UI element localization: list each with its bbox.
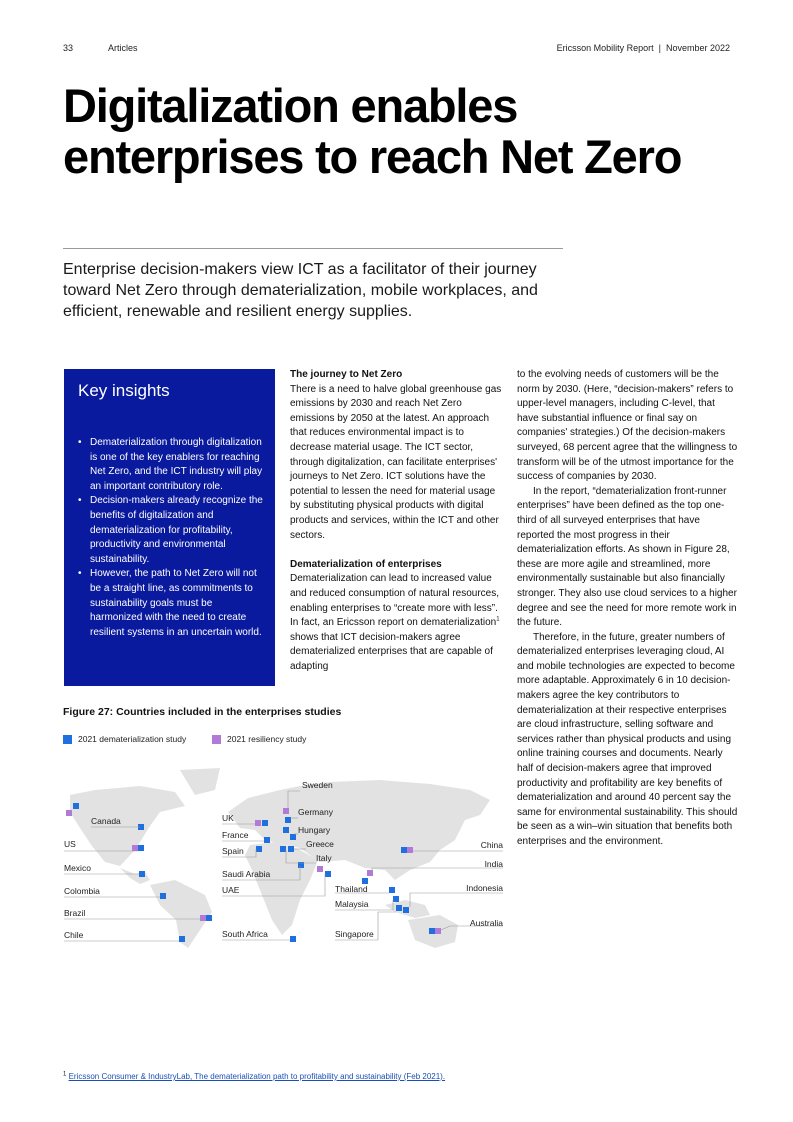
marker-greece — [288, 846, 294, 852]
label-mexico: Mexico — [64, 863, 91, 873]
section-label: Articles — [108, 43, 138, 53]
label-uae: UAE — [222, 885, 240, 895]
page-title — [63, 80, 743, 182]
marker-australia — [429, 928, 435, 934]
marker-brazil — [206, 915, 212, 921]
marker-china-res — [407, 847, 413, 853]
paragraph — [290, 572, 502, 674]
label-malaysia: Malaysia — [335, 899, 369, 909]
label-thailand: Thailand — [335, 884, 368, 894]
footnote-number: 1 — [63, 1071, 67, 1078]
marker-uae — [325, 871, 331, 877]
label-chile: Chile — [64, 930, 84, 940]
footnote — [63, 1072, 445, 1081]
title-line-2: enterprises to reach Net Zero — [63, 130, 682, 183]
label-sweden: Sweden — [302, 780, 333, 790]
marker-south-africa — [290, 936, 296, 942]
marker-indonesia — [403, 907, 409, 913]
legend-label: 2021 resiliency study — [227, 734, 307, 744]
paragraph: There is a need to halve global greenhouse gas emissions by 2030 and reach Net Zero emissions by 2050 at the latest. An approach that reduces environmental impact is to decrease material usage. The ICT sector, through digitalization, can facilitate enterprises' journeys to Net Zero. ICT solutions have the potential to lessen the need for material usage by substituting physical products with digital products and services, within the ICT and other sectors. — [290, 383, 502, 541]
title-line-1: Digitalization enables — [63, 79, 518, 132]
key-insight-item: • Dematerialization through digitalization is one of the key enablers for reaching Net Zero, and the ICT industry will play an important contributory role. — [78, 436, 263, 494]
marker-china — [401, 847, 407, 853]
key-insight-item: • However, the path to Net Zero will not be a straight line, as commitments to sustainability goals must be harmonized with the need to create resilient systems in an uncertain world. — [78, 567, 263, 640]
body-column-2 — [517, 368, 739, 850]
label-italy: Italy — [316, 853, 332, 863]
label-greece: Greece — [306, 839, 334, 849]
world-map — [60, 745, 510, 955]
body-column-1 — [290, 368, 502, 674]
key-insight-item: • Decision-makers already recognize the benefits of digitalization and dematerialization for profitability, productivity and environmental sustainability. — [78, 494, 263, 567]
page-number: 33 — [63, 43, 74, 53]
footnote-ref[interactable]: 1 — [496, 616, 500, 623]
marker-canada — [73, 803, 79, 809]
marker-italy — [280, 846, 286, 852]
paragraph-text: Dematerialization can lead to increased value and reduced consumption of natural resources, enabling enterprises to “create more with less”. In fact, an Ericsson report on dematerialization — [290, 573, 500, 629]
label-south-africa: South Africa — [222, 929, 268, 939]
label-indonesia: Indonesia — [466, 883, 503, 893]
label-singapore: Singapore — [335, 929, 374, 939]
label-uk: UK — [222, 813, 234, 823]
label-canada: Canada — [91, 816, 121, 826]
label-brazil: Brazil — [64, 908, 86, 918]
legend-item-dematerialization — [63, 734, 186, 744]
label-australia: Australia — [469, 918, 503, 928]
legend-swatch — [63, 735, 72, 744]
key-insights-heading: Key insights — [78, 381, 170, 400]
marker-uk-res — [255, 820, 261, 826]
marker-italy-res — [317, 866, 323, 872]
section-heading-journey: The journey to Net Zero — [290, 369, 403, 380]
marker-canada-res — [66, 810, 72, 816]
label-spain: Spain — [222, 846, 244, 856]
marker-uk — [262, 820, 268, 826]
paragraph: Therefore, in the future, greater numbers of dematerialized enterprises leveraging cloud, AI and mobile technologies are expected to become more adaptable. Approximately 6 in 10 decision-makers agree the key contributors to dematerialization at their respective enterprises are cloud infrastructure, selling software and services rather than physical products and using online training courses and documents. Nearly half of decision-makers agree that improved productivity and profitability are key benefits of dematerialization and around 40 percent say the same for environmental sustainability. This should be seen as a win–win situation that benefits both enterprises and the environment. — [517, 631, 738, 847]
section-heading-dematerialization: Dematerialization of enterprises — [290, 558, 442, 570]
marker-france — [264, 837, 270, 843]
marker-spain — [256, 846, 262, 852]
key-insights-box — [64, 369, 275, 686]
legend-item-resiliency — [212, 734, 306, 744]
marker-australia-res — [435, 928, 441, 934]
lead-paragraph: Enterprise decision-makers view ICT as a facilitator of their journey toward Net Zero through dematerialization, mobile workplaces, and efficient, renewable and resilient energy supplies. — [63, 261, 538, 320]
divider — [63, 248, 563, 249]
marker-sweden-res — [283, 808, 289, 814]
label-china: China — [480, 840, 503, 850]
key-insights-list — [78, 436, 263, 640]
legend-label: 2021 dematerialization study — [78, 734, 187, 744]
figure-title: Figure 27: Countries included in the enterprises studies — [63, 706, 342, 718]
publication-label: Ericsson Mobility Report | November 2022 — [556, 43, 730, 53]
label-hungary: Hungary — [298, 825, 331, 835]
marker-colombia — [160, 893, 166, 899]
paragraph: In the report, “dematerialization front-runner enterprises” have been defined as the top one-third of all surveyed enterprises that have reported the most progress in their dematerialization efforts. As shown in Figure 28, these are more agile and streamlined, more environmentally sustainable but also financially stronger. They also use cloud services to a higher degree and see the need for more remote work in the future. — [517, 485, 737, 629]
marker-mexico — [139, 871, 145, 877]
label-us: US — [64, 839, 76, 849]
label-saudi-arabia: Saudi Arabia — [222, 869, 271, 879]
paragraph-text: shows that ICT decision-makers agree dematerialized enterprises that are capable of adapting — [290, 631, 493, 672]
marker-chile — [179, 936, 185, 942]
label-india: India — [484, 859, 503, 869]
marker-malaysia — [393, 896, 399, 902]
marker-singapore — [396, 905, 402, 911]
marker-thailand — [389, 887, 395, 893]
map-landmasses — [70, 768, 490, 948]
marker-us-res — [132, 845, 138, 851]
paragraph: to the evolving needs of customers will be the norm by 2030. (Here, “decision-makers” refers to upper-level managers, including C-level, that have substantial influence or final say on companies' strategies.) Of the decision-makers surveyed, 68 percent agree that the willingness to transform will be of the utmost importance for the success of companies by 2030. — [517, 369, 738, 483]
marker-us — [138, 845, 144, 851]
marker-hungary — [290, 834, 296, 840]
label-france: France — [222, 830, 249, 840]
marker-germany — [283, 827, 289, 833]
marker-brazil-res — [200, 915, 206, 921]
label-colombia: Colombia — [64, 886, 100, 896]
footnote-link[interactable]: Ericsson Consumer & IndustryLab, The dematerialization path to profitability and sustainability (Feb 2021). — [68, 1072, 446, 1081]
label-germany: Germany — [298, 807, 333, 817]
legend-swatch — [212, 735, 221, 744]
